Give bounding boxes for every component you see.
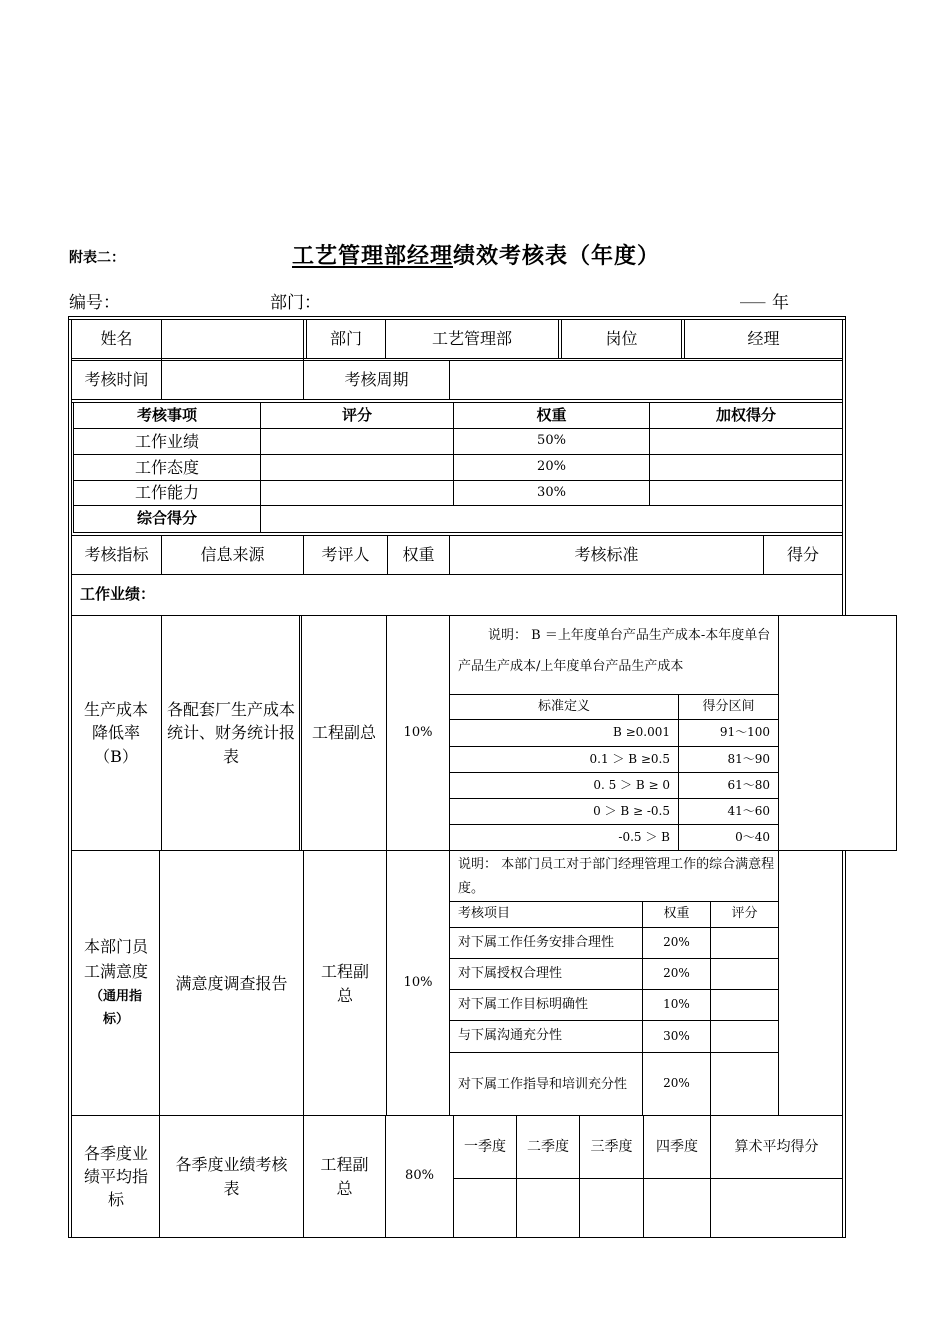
row1-rater: 工程副总	[311, 723, 376, 743]
row3-q1-value[interactable]	[454, 1179, 516, 1237]
row2-score-1[interactable]	[711, 928, 778, 958]
summary-header-weight: 权重	[536, 405, 567, 424]
ind-header-source: 信息来源	[200, 545, 265, 565]
dept-value[interactable]: 工艺管理部	[431, 329, 512, 349]
row1-score[interactable]	[779, 616, 896, 850]
row2-item-5: 对下属工作指导和培训充分性	[458, 1076, 628, 1092]
row1-std-def-3: 0. 5 ＞ B ≥ 0	[593, 777, 670, 792]
summary-score-ability[interactable]	[261, 481, 453, 505]
row2-indicator-name: 本部门员工满意度	[83, 937, 148, 981]
row1-std-def-2: 0.1 ＞ B ≥0.5	[589, 751, 670, 766]
section-performance-label: 工作业绩：	[80, 585, 156, 604]
ind-header-rater: 考评人	[321, 545, 370, 565]
time-label: 考核时间	[84, 370, 149, 390]
summary-item-performance: 工作业绩	[134, 431, 199, 451]
row3-q1-header: 一季度	[464, 1138, 506, 1155]
summary-item-ability: 工作能力	[134, 483, 199, 503]
row2-weight-1: 20%	[663, 935, 690, 950]
summary-weight-attitude: 20%	[537, 459, 566, 475]
row2-indicator-note: （通用指标）	[89, 988, 142, 1027]
row2-item-2: 对下属授权合理性	[458, 965, 563, 981]
name-label: 姓名	[100, 329, 133, 349]
row2-indicator	[74, 935, 158, 1031]
row1-source: 各配套厂生产成本统计、财务统计报表	[166, 700, 295, 766]
title-underlined: 工艺管理部经理	[292, 244, 454, 269]
row1-std-def-4: 0 ＞ B ≥ -0.5	[593, 803, 670, 818]
row3-average-value[interactable]	[711, 1179, 842, 1237]
row1-std-def-1: B ≥0.001	[612, 725, 670, 740]
row2-score-2[interactable]	[711, 959, 778, 989]
summary-weighted-ability[interactable]	[650, 481, 842, 505]
year-label: 年	[772, 293, 789, 313]
row3-q2-value[interactable]	[517, 1179, 579, 1237]
row2-rater: 工程副总	[320, 962, 369, 1005]
row1-note: 说明： B ＝上年度单台产品生产成本-本年度单台产品生产成本/上年度单台产品生产成本	[458, 628, 771, 674]
row1-std-header-def: 标准定义	[537, 698, 590, 714]
title-rest: 绩效考核表（年度）	[453, 244, 661, 269]
summary-header-item: 考核事项	[136, 405, 197, 424]
row2-sub-header-item: 考核项目	[458, 906, 511, 922]
row2-weight-2: 20%	[663, 966, 690, 981]
row2-item-1: 对下属工作任务安排合理性	[458, 934, 615, 950]
row3-average-header: 算术平均得分	[734, 1138, 819, 1155]
row3-q4-header: 四季度	[656, 1138, 698, 1155]
row2-note: 说明： 本部门员工对于部门经理管理工作的综合满意程度。	[458, 857, 775, 896]
page-title	[292, 239, 660, 270]
summary-header-score: 评分	[341, 405, 372, 424]
row2-weight-5: 20%	[663, 1076, 690, 1091]
period-value[interactable]	[450, 361, 842, 399]
summary-score-attitude[interactable]	[261, 455, 453, 480]
row3-rater: 工程副总	[320, 1155, 369, 1198]
row3-q2-header: 二季度	[527, 1138, 569, 1155]
row3-q4-value[interactable]	[644, 1179, 710, 1237]
row3-weight: 80%	[405, 1168, 434, 1184]
summary-header-weighted: 加权得分	[715, 405, 776, 424]
summary-score-performance[interactable]	[261, 429, 453, 454]
row2-score-4[interactable]	[711, 1021, 778, 1052]
row2-item-4: 与下属沟通充分性	[458, 1028, 563, 1044]
row2-sub-header-weight: 权重	[663, 906, 690, 922]
row2-score-5[interactable]	[711, 1053, 778, 1115]
row2-score-3[interactable]	[711, 990, 778, 1020]
appendix-label: 附表二：	[69, 250, 125, 266]
row2-weight-4: 30%	[663, 1028, 690, 1043]
summary-weight-ability: 30%	[537, 484, 566, 500]
period-label: 考核周期	[344, 370, 409, 390]
ind-header-score: 得分	[786, 545, 819, 565]
ind-header-weight: 权重	[402, 545, 435, 565]
ind-header-standard: 考核标准	[574, 545, 639, 565]
summary-total-value[interactable]	[261, 506, 842, 532]
time-value[interactable]	[162, 361, 303, 399]
summary-weighted-performance[interactable]	[650, 429, 842, 454]
name-value[interactable]	[162, 320, 303, 358]
row1-std-range-2: 81～90	[727, 751, 770, 766]
row2-source: 满意度调查报告	[175, 973, 288, 993]
row1-std-range-3: 61～80	[727, 777, 770, 792]
ind-header-indicator: 考核指标	[84, 545, 149, 565]
row1-std-range-1: 91～100	[719, 725, 770, 740]
row3-q3-header: 三季度	[590, 1138, 633, 1155]
row1-weight: 10%	[403, 724, 433, 740]
row1-indicator: 生产成本降低率（B）	[83, 700, 148, 766]
row1-std-header-range: 得分区间	[702, 698, 755, 714]
post-label: 岗位	[605, 329, 638, 349]
row2-sub-header-score: 评分	[731, 906, 758, 922]
summary-item-attitude: 工作态度	[134, 457, 199, 477]
row2-weight-3: 10%	[663, 997, 690, 1012]
dept-header-label: 部门：	[270, 293, 321, 313]
row2-score[interactable]	[779, 852, 842, 1115]
row3-source: 各季度业绩考核表	[175, 1155, 288, 1198]
row2-weight: 10%	[403, 975, 433, 991]
dept-label: 部门	[329, 329, 362, 349]
row1-std-range-4: 41～60	[727, 803, 770, 818]
row1-std-def-5: -0.5 ＞ B	[618, 829, 670, 844]
summary-weighted-attitude[interactable]	[650, 455, 842, 480]
post-value[interactable]: 经理	[747, 329, 780, 349]
row1-std-range-5: 0～40	[735, 829, 770, 844]
row3-indicator: 各季度业绩平均指标	[83, 1143, 148, 1210]
row2-item-3: 对下属工作目标明确性	[458, 996, 589, 1012]
year-blank: ___	[740, 284, 766, 304]
row3-q3-value[interactable]	[580, 1179, 643, 1237]
number-label: 编号：	[69, 293, 120, 313]
summary-weight-performance: 50%	[537, 433, 566, 449]
summary-total-label: 综合得分	[136, 509, 197, 528]
